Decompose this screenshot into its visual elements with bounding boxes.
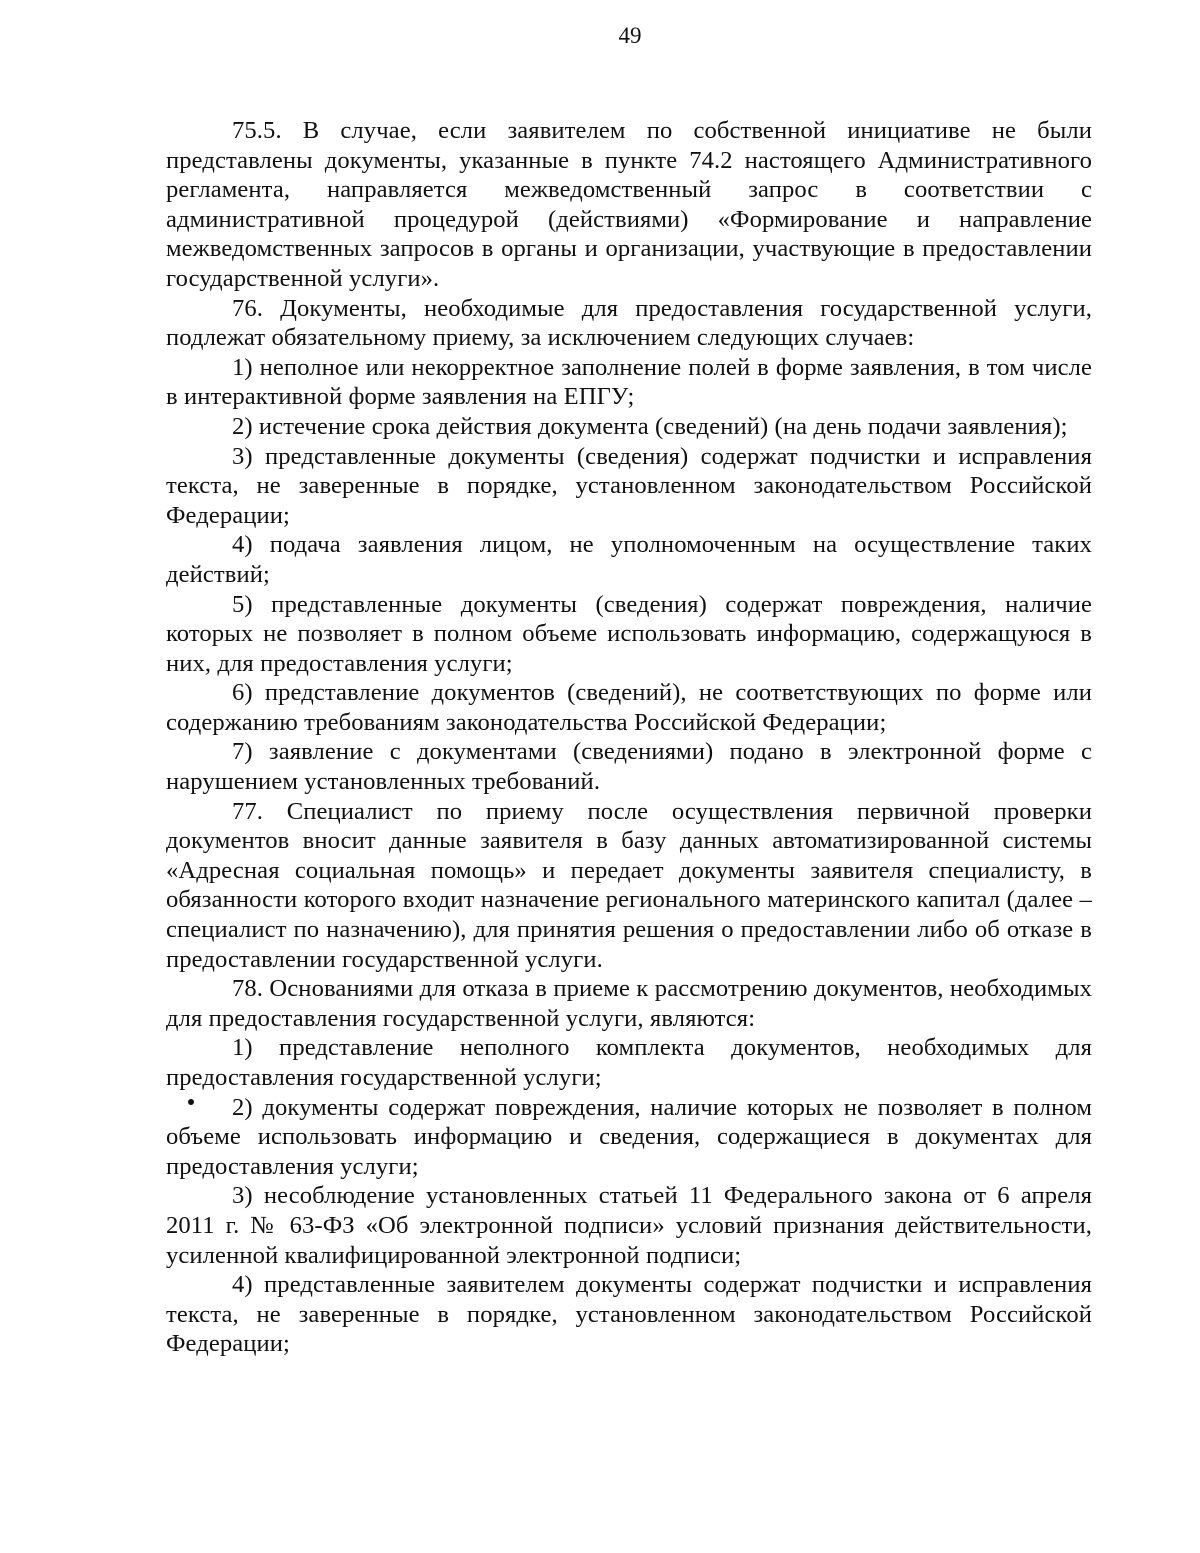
list-item-78-2: 2) документы содержат повреждения, наличие которых не позволяет в полном объеме использовать информацию и сведения, содержащиеся в документах для предоставления услуги;	[166, 1093, 1092, 1180]
list-item-76-6: 6) представление документов (сведений), не соответствующих по форме или содержанию требованиям законодательства Российской Федерации;	[166, 679, 1092, 736]
paragraph-76: 76. Документы, необходимые для предоставления государственной услуги, подлежат обязательному приему, за исключением следующих случаев:	[166, 294, 1092, 352]
list-item-76-4: 4) подача заявления лицом, не уполномоченным на осуществление таких действий;	[166, 531, 1092, 588]
list-item-78-1: 1) представление неполного комплекта документов, необходимых для предоставления государственной услуги;	[166, 1034, 1092, 1091]
list-item-76-5: 5) представленные документы (сведения) содержат повреждения, наличие которых не позволяет в полном объеме использовать информацию, содержащуюся в них, для предоставления услуги;	[166, 590, 1092, 677]
document-body	[166, 116, 1092, 1359]
list-item-76-2: 2) истечение срока действия документа (сведений) (на день подачи заявления);	[232, 412, 1068, 440]
page-number: 49	[618, 23, 642, 48]
paragraph-77: 77. Специалист по приему после осуществления первичной проверки документов вносит данные заявителя в базу данных автоматизированной системы «Адресная социальная помощь» и передает документы заявителя специалисту, в обязанности которого входит назначение регионального материнского капитал (далее – специалист по назначению), для принятия решения о предоставлении либо об отказе в предоставлении государственной услуги.	[166, 797, 1092, 973]
scan-dot-mark	[188, 1099, 194, 1105]
paragraph-78: 78. Основаниями для отказа в приеме к рассмотрению документов, необходимых для предоставления государственной услуги, являются:	[166, 975, 1092, 1032]
list-item-76-7: 7) заявление с документами (сведениями) подано в электронной форме с нарушением установленных требований.	[166, 738, 1092, 796]
list-item-76-1: 1) неполное или некорректное заполнение полей в форме заявления, в том числе в интерактивной форме заявления на ЕПГУ;	[166, 353, 1092, 411]
paragraph-75-5: 75.5. В случае, если заявителем по собственной инициативе не были представлены документы, указанные в пункте 74.2 настоящего Административного регламента, направляется межведомственный запрос в соответствии с административной процедурой (действиями) «Формирование и направление межведомственных запросов в органы и организации, участвующие в предоставлении государственной услуги».	[166, 117, 1092, 292]
list-item-76-3: 3) представленные документы (сведения) содержат подчистки и исправления текста, не заверенные в порядке, установленном законодательством Российской Федерации;	[166, 442, 1092, 529]
list-item-78-3: 3) несоблюдение установленных статьей 11 Федерального закона от 6 апреля 2011 г. № 63-ФЗ «Об электронной подписи» условий признания действительности, усиленной квалифицированной электронной подписи;	[166, 1182, 1092, 1269]
list-item-78-4: 4) представленные заявителем документы содержат подчистки и исправления текста, не заверенные в порядке, установленном законодательством Российской Федерации;	[166, 1271, 1092, 1358]
